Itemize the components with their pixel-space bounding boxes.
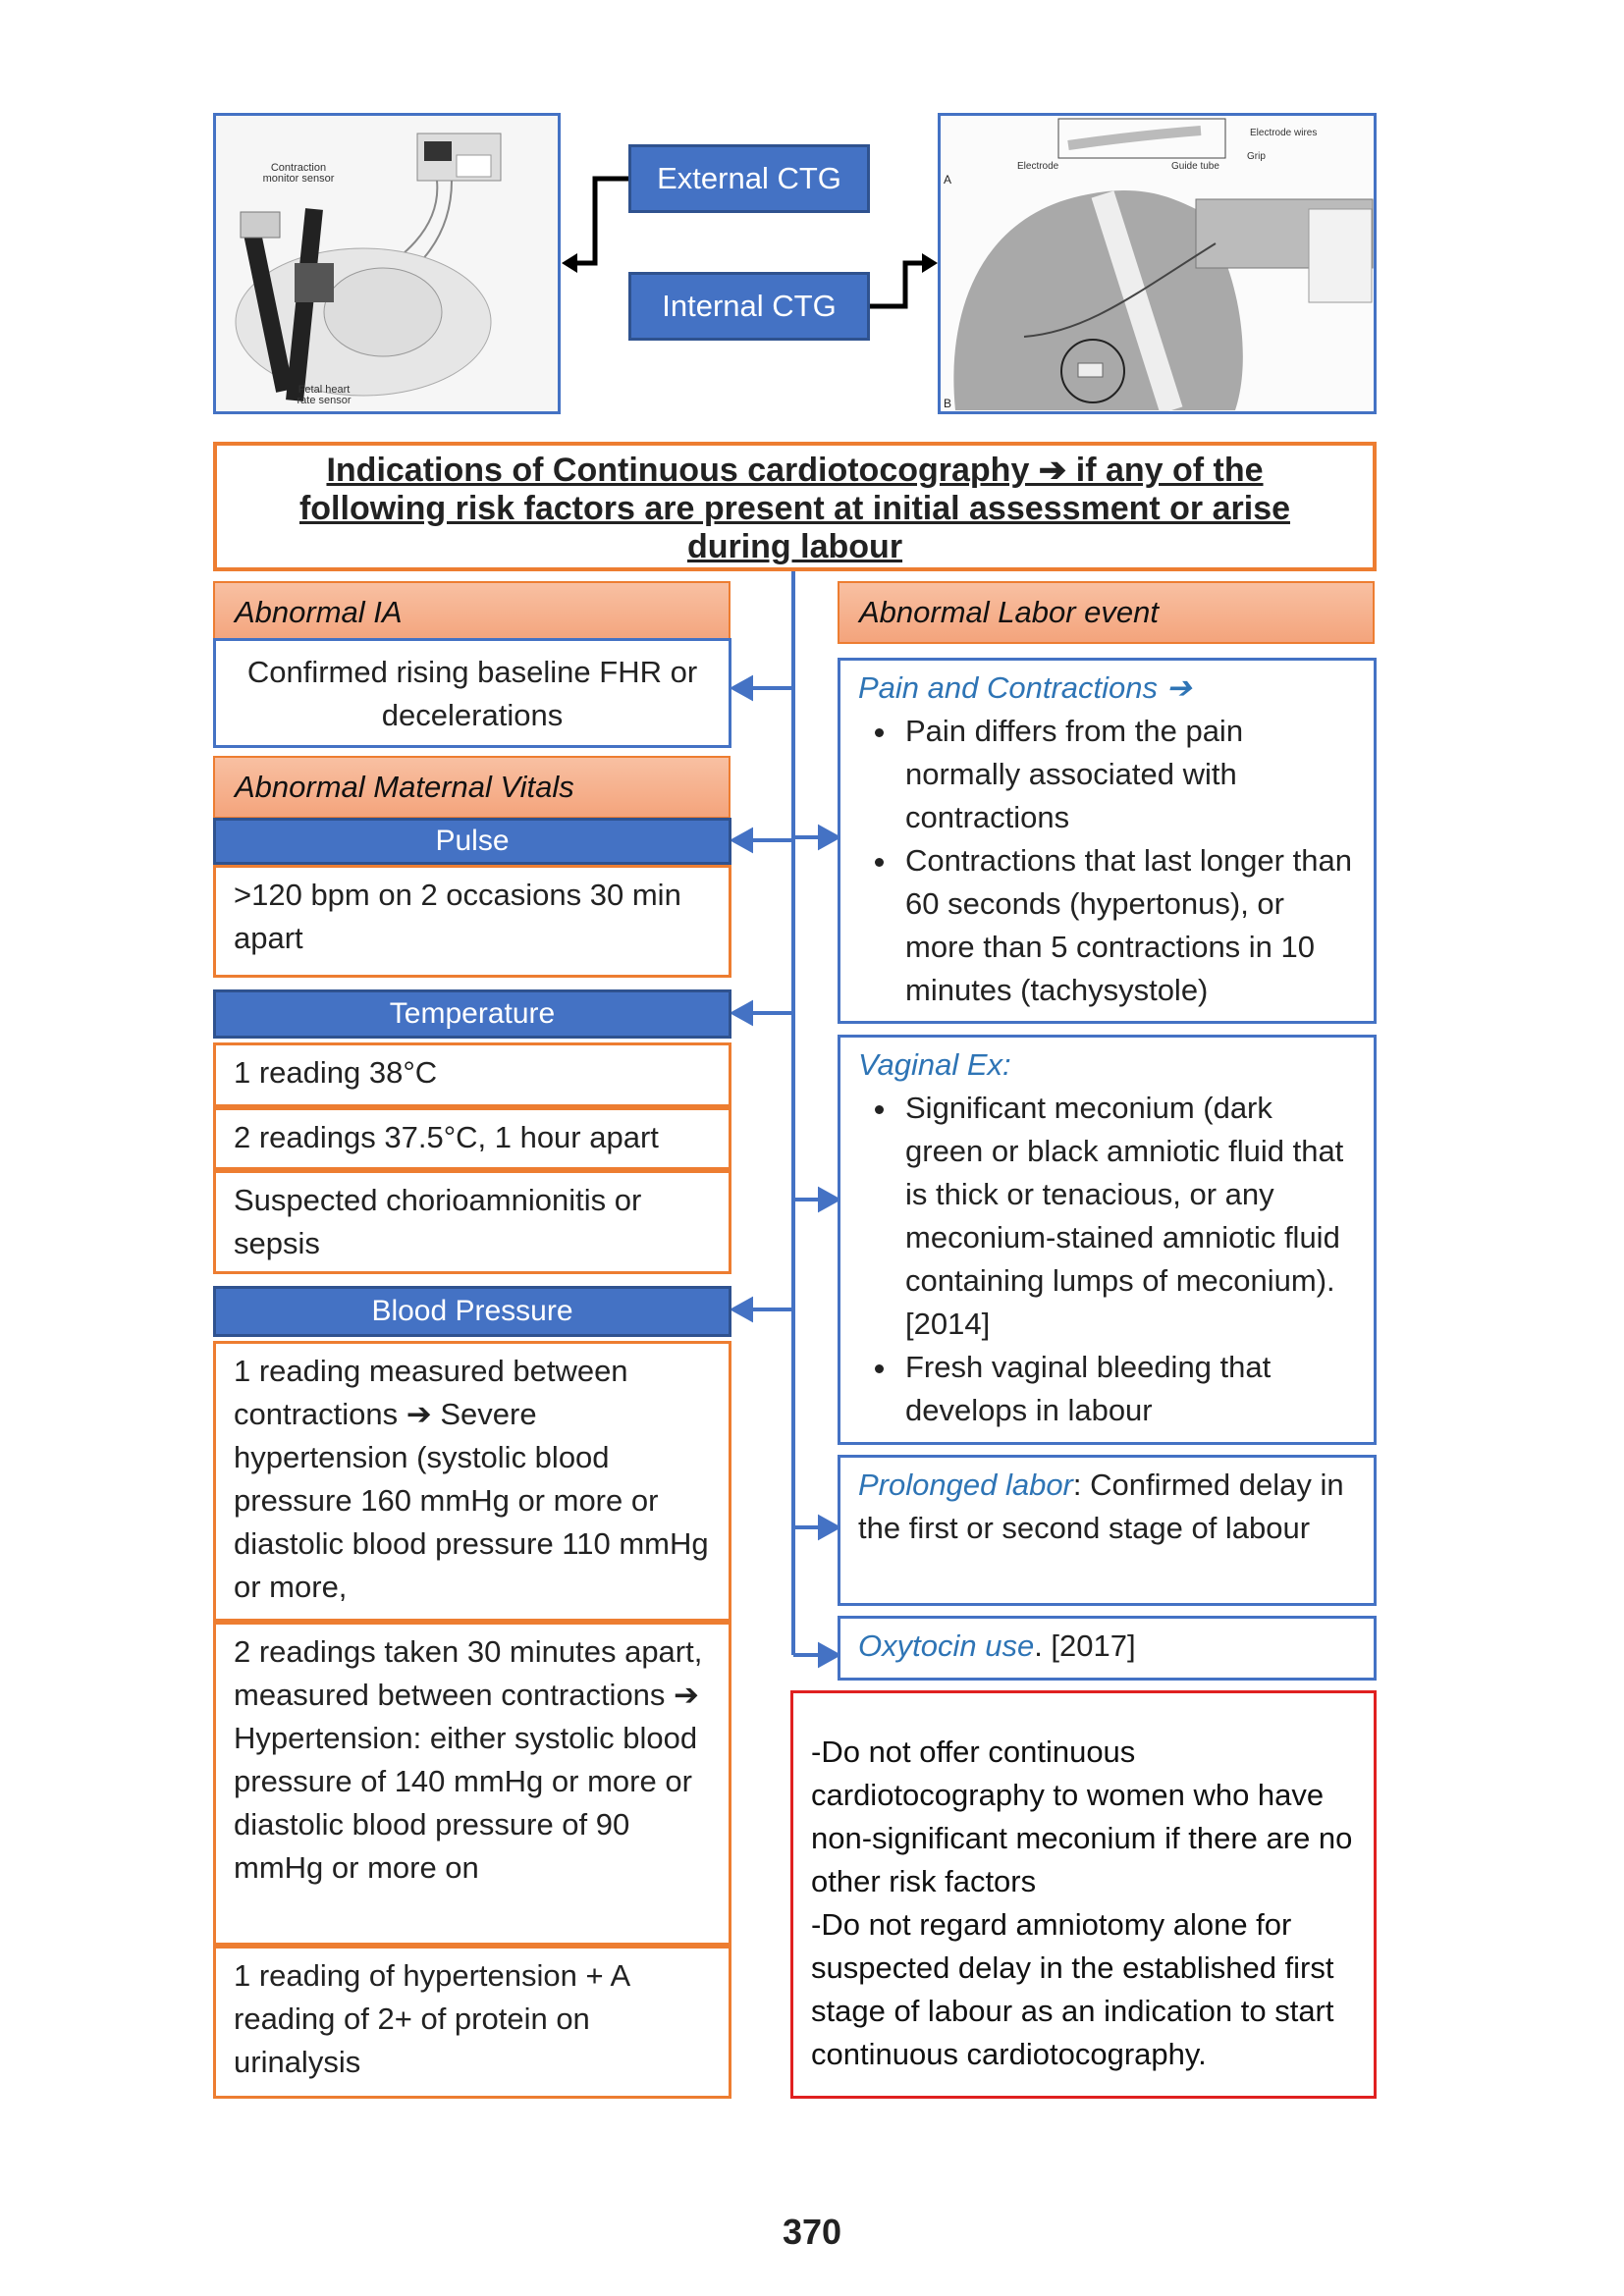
blood-pressure-header	[213, 1286, 731, 1337]
electrode-label: Electrode	[1017, 161, 1059, 172]
list-item: • Significant meconium (dark green or black amniotic fluid that is thick or tenacious, or any meconium-stained amniotic fluid containing lumps of meconium). [2014]	[899, 1087, 1356, 1346]
temperature-item-text: Suspected chorioamnionitis or sepsis	[234, 1183, 642, 1260]
abnormal-ia-header	[213, 581, 731, 644]
blood-pressure-item-text: 2 readings taken 30 minutes apart, measured between contractions ➔ Hypertension: either systolic blood pressure of 140 mmHg or more or diastolic blood pressure of 90 mmHg or more on	[234, 1634, 703, 1885]
warning-box	[790, 1690, 1377, 2099]
page-number: 370	[782, 2212, 842, 2252]
abnormal-ia-text: Confirmed rising baseline FHR or decelerations	[246, 655, 698, 732]
grip-label: Grip	[1247, 151, 1266, 162]
pulse-header	[213, 818, 731, 865]
temperature-label: Temperature	[389, 997, 556, 1030]
pain-contractions-title: Pain and Contractions ➔	[858, 670, 1192, 705]
temperature-header	[213, 989, 731, 1039]
title-line-2: following risk factors are present at initial assessment or arise	[298, 490, 1291, 527]
blood-pressure-item	[213, 1946, 731, 2099]
pain-contractions-list	[858, 710, 1356, 1012]
blood-pressure-label: Blood Pressure	[371, 1295, 573, 1327]
blood-pressure-item-text: 1 reading of hypertension + A reading of 2+ of protein on urinalysis	[234, 1958, 629, 2079]
abnormal-labor-label: Abnormal Labor event	[859, 595, 1160, 629]
figure-label-a: A	[944, 173, 952, 187]
abnormal-ia-label: Abnormal IA	[235, 595, 403, 629]
oxytocin-box	[838, 1616, 1377, 1681]
pulse-label: Pulse	[435, 825, 510, 857]
external-ctg-label: External CTG	[657, 161, 841, 195]
temperature-item	[213, 1170, 731, 1274]
temperature-item-text: 1 reading 38°C	[234, 1055, 438, 1090]
prolonged-labor-box	[838, 1455, 1377, 1606]
title-line-3: during labour	[686, 528, 903, 565]
temperature-item	[213, 1107, 731, 1170]
guide-tube-label: Guide tube	[1171, 161, 1219, 172]
warning-line-2: -Do not regard amniotomy alone for suspected delay in the established first stage of labour as an indication to start continuous cardiotocography.	[811, 1907, 1334, 2071]
contraction-sensor-caption: Contraction monitor sensor	[262, 162, 335, 185]
pulse-item-text: >120 bpm on 2 occasions 30 min apart	[234, 878, 681, 955]
warning-line-1: -Do not offer continuous cardiotocography to women who have non-significant meconium if there are no other risk factors	[811, 1735, 1353, 1898]
blood-pressure-item	[213, 1622, 731, 1946]
temperature-item-text: 2 readings 37.5°C, 1 hour apart	[234, 1120, 659, 1154]
oxytocin-text: . [2017]	[1034, 1629, 1136, 1663]
pulse-item	[213, 865, 731, 978]
title-line-1: Indications of Continuous cardiotocography ➔ if any of the	[326, 452, 1264, 489]
fetal-heart-sensor-caption: Fetal heart rate sensor	[297, 384, 352, 406]
abnormal-labor-header	[838, 581, 1375, 644]
abnormal-ia-box	[213, 638, 731, 748]
oxytocin-title: Oxytocin use	[858, 1629, 1035, 1663]
pain-contractions-box	[838, 658, 1377, 1024]
prolonged-labor-title: Prolonged labor	[858, 1468, 1073, 1502]
list-item: • Pain differs from the pain normally associated with contractions	[899, 710, 1356, 839]
electrode-wires-label: Electrode wires	[1250, 128, 1318, 138]
maternal-vitals-header	[213, 756, 731, 819]
temperature-item	[213, 1042, 731, 1107]
blood-pressure-item	[213, 1341, 731, 1622]
figure-label-b: B	[944, 397, 952, 410]
vaginal-exam-box	[838, 1035, 1377, 1445]
internal-ctg-label: Internal CTG	[662, 289, 837, 323]
list-item: • Contractions that last longer than 60 seconds (hypertonus), or more than 5 contractions in 10 minutes (tachysystole)	[899, 839, 1356, 1012]
list-item: • Fresh vaginal bleeding that develops in labour	[899, 1346, 1356, 1432]
vaginal-exam-title: Vaginal Ex:	[858, 1047, 1011, 1082]
vaginal-exam-list	[858, 1087, 1356, 1432]
maternal-vitals-label: Abnormal Maternal Vitals	[235, 770, 574, 804]
prolonged-labor-text: : Confirmed delay in the first or second stage of labour	[858, 1468, 1344, 1545]
blood-pressure-item-text: 1 reading measured between contractions ➔ Severe hypertension (systolic blood pressure 160 mmHg or more or diastolic blood pressure 110 mmHg or more,	[234, 1354, 709, 1604]
